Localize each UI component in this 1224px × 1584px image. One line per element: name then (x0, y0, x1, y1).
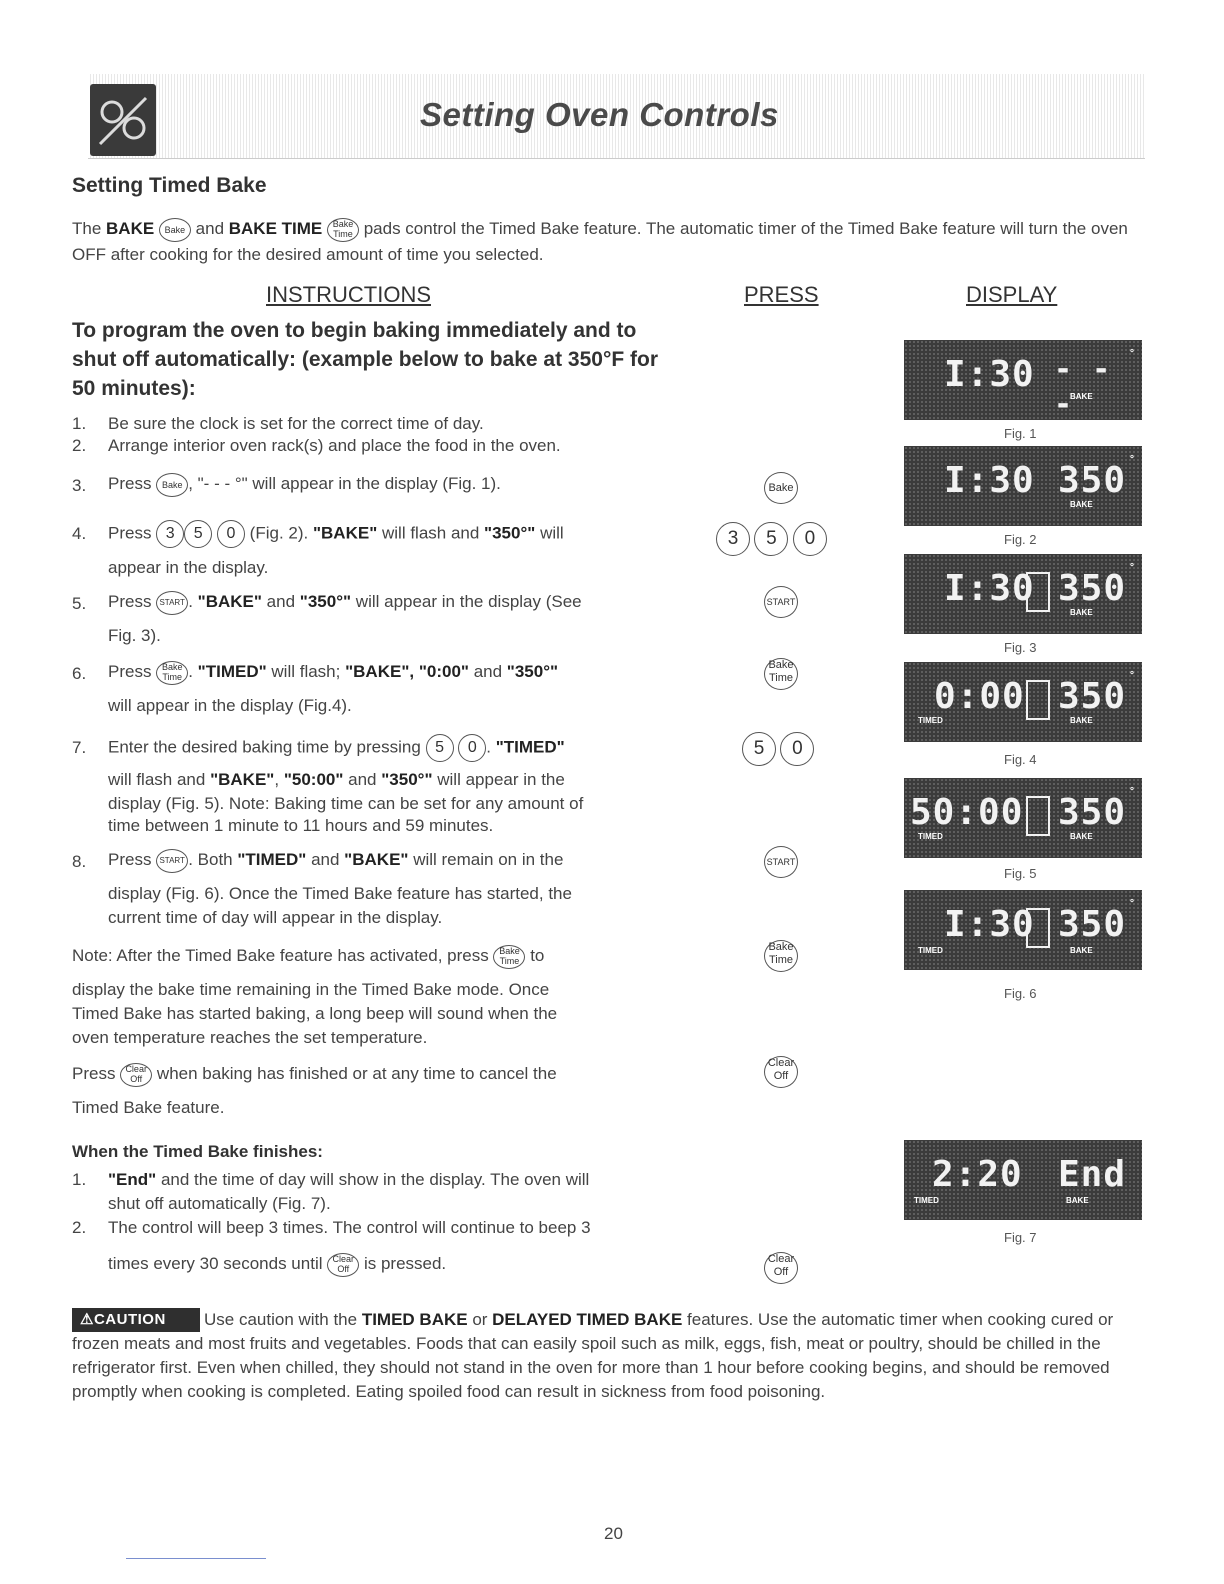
note-text: Note: After the Timed Bake feature has activated, press Bake Time to (72, 944, 544, 969)
start-pad-icon: START (156, 591, 188, 615)
start-pad-icon: START (764, 846, 798, 878)
step-4-text: Press 3 5 0 (Fig. 2). "BAKE" will flash and "350°" will (108, 520, 564, 548)
bake-time-pad-icon: Bake Time (493, 945, 525, 969)
start-pad-icon: START (764, 586, 798, 618)
cancel-text: Press Clear Off when baking has finished or at any time to cancel the (72, 1062, 557, 1087)
bake-indicator: BAKE (1070, 500, 1093, 509)
digit-5-pad-icon: 5 (754, 522, 788, 556)
note-text-cont: oven temperature reaches the set temperature. (72, 1028, 428, 1047)
bake-time-pad-icon: Bake Time (764, 658, 798, 690)
finish-item-1-text: "End" and the time of day will show in the display. The oven will (108, 1170, 590, 1189)
step-3-text: Press Bake , "- - - °" will appear in the display (Fig. 1). (108, 472, 501, 497)
bake-indicator: BAKE (1070, 392, 1093, 401)
caution-paragraph: Use caution with the TIMED BAKE or DELAYED TIMED BAKE features. Use the automatic timer when cooking cured or frozen meats and most fruits and vegetables. Foods that can easily spoil such as milk, eggs, fish, meat or poultry, should be chilled in the refrigerator first. Even when chilled, they should not stand in the oven for more than 1 hour before cooking begins, and should be removed promptly when cooking is completed. Eating spoiled food can result in sickness from food poisoning. (72, 1310, 1114, 1401)
display-temperature: 350 (1058, 676, 1127, 717)
finish-item-number: 2. (72, 1218, 87, 1237)
column-heading-press: PRESS (744, 282, 819, 307)
display-separator-box (1026, 572, 1050, 612)
digit-0-pad-icon: 0 (217, 520, 245, 548)
oven-display-fig-4 (904, 662, 1142, 742)
oven-display-fig-5 (904, 778, 1142, 858)
bake-time-pad-icon: Bake Time (327, 218, 359, 242)
finish-item-1-text-cont: shut off automatically (Fig. 7). (108, 1194, 331, 1213)
digit-0-pad-icon: 0 (780, 732, 814, 766)
digit-3-pad-icon: 3 (716, 522, 750, 556)
step-8-text-cont: current time of day will appear in the display. (108, 908, 443, 927)
step-number: 6. (72, 664, 87, 683)
display-temperature: 350 (1058, 568, 1127, 609)
finish-item-2-text-cont: times every 30 seconds until Clear Off is pressed. (108, 1252, 446, 1277)
display-time: 0:00 (934, 676, 1025, 717)
degree-symbol: ° (1130, 348, 1134, 359)
step-8-text-cont: display (Fig. 6). Once the Timed Bake feature has started, the (108, 884, 572, 903)
display-separator-box (1026, 680, 1050, 720)
note-text-cont: display the bake time remaining in the Timed Bake mode. Once (72, 980, 550, 999)
bake-pad-icon: Bake (159, 218, 191, 242)
finish-item-number: 1. (72, 1170, 87, 1189)
step-7-text-cont: time between 1 minute to 11 hours and 59 minutes. (108, 816, 494, 835)
degree-symbol: ° (1130, 454, 1134, 465)
page-title: Setting Oven Controls (420, 96, 779, 133)
display-time: 50:00 (910, 792, 1024, 833)
timed-indicator: TIMED (918, 946, 943, 955)
step-number: 7. (72, 738, 87, 757)
step-5-text-cont: Fig. 3). (108, 626, 161, 645)
step-7-text-cont: will flash and "BAKE", "50:00" and "350°" will appear in the (108, 770, 565, 789)
oven-display-fig-1 (904, 340, 1142, 420)
note-text-cont: Timed Bake has started baking, a long beep will sound when the (72, 1004, 558, 1023)
degree-symbol: ° (1130, 562, 1134, 573)
step-7-text: Enter the desired baking time by pressing 5 0 . "TIMED" (108, 734, 565, 762)
step-2-text: Arrange interior oven rack(s) and place the food in the oven. (108, 436, 561, 455)
finish-heading: When the Timed Bake finishes: (72, 1142, 323, 1161)
timed-indicator: TIMED (918, 832, 943, 841)
bake-indicator: BAKE (1070, 608, 1093, 617)
step-number: 4. (72, 524, 87, 543)
step-7-text-cont: display (Fig. 5). Note: Baking time can be set for any amount of (108, 794, 584, 813)
bake-time-pad-icon: Bake Time (156, 661, 188, 685)
bake-indicator: BAKE (1070, 832, 1093, 841)
display-time: 2:20 (932, 1154, 1023, 1195)
press-digits-350 (716, 522, 827, 556)
bake-indicator: BAKE (1070, 946, 1093, 955)
bake-pad-icon: Bake (764, 472, 798, 504)
bake-pad-icon: Bake (156, 473, 188, 497)
digit-3-pad-icon: 3 (156, 520, 184, 548)
figure-caption: Fig. 7 (1004, 1230, 1037, 1245)
step-number: 3. (72, 476, 87, 495)
display-separator-box (1026, 908, 1050, 948)
display-temperature: 350 (1058, 904, 1127, 945)
digit-0-pad-icon: 0 (458, 734, 486, 762)
display-time: I:30 (944, 460, 1035, 501)
oven-display-fig-3 (904, 554, 1142, 634)
digit-5-pad-icon: 5 (742, 732, 776, 766)
figure-caption: Fig. 5 (1004, 866, 1037, 881)
step-number: 5. (72, 594, 87, 613)
oven-display-fig-6 (904, 890, 1142, 970)
step-1-text: Be sure the clock is set for the correct time of day. (108, 414, 484, 433)
digit-0-pad-icon: 0 (793, 522, 827, 556)
clear-off-pad-icon: Clear Off (764, 1056, 798, 1088)
start-pad-icon: START (156, 849, 188, 873)
digit-5-pad-icon: 5 (426, 734, 454, 762)
figure-caption: Fig. 2 (1004, 532, 1037, 547)
step-6-text-cont: will appear in the display (Fig.4). (108, 696, 352, 715)
step-4-text-cont: appear in the display. (108, 558, 269, 577)
timed-indicator: TIMED (918, 716, 943, 725)
page-number: 20 (604, 1524, 623, 1543)
section-title: Setting Timed Bake (72, 174, 267, 197)
digit-5-pad-icon: 5 (184, 520, 212, 548)
step-number: 1. (72, 414, 87, 433)
caution-badge: ⚠CAUTION (72, 1308, 200, 1332)
degree-symbol: ° (1130, 898, 1134, 909)
display-time: I:30 (944, 904, 1035, 945)
cancel-text-cont: Timed Bake feature. (72, 1098, 225, 1117)
footer-rule (126, 1558, 266, 1559)
clear-off-pad-icon: Clear Off (120, 1063, 152, 1087)
step-number: 8. (72, 852, 87, 871)
column-heading-instructions: INSTRUCTIONS (266, 282, 431, 307)
display-temperature: 350 (1058, 792, 1127, 833)
finish-item-2-text: The control will beep 3 times. The control will continue to beep 3 (108, 1218, 591, 1237)
bake-indicator: BAKE (1070, 716, 1093, 725)
display-separator-box (1026, 796, 1050, 836)
display-time: I:30 (944, 354, 1035, 395)
step-5-text: Press START . "BAKE" and "350°" will appear in the display (See (108, 590, 582, 615)
column-heading-display: DISPLAY (966, 282, 1058, 307)
display-end-text: End (1058, 1154, 1127, 1195)
step-8-text: Press START . Both "TIMED" and "BAKE" will remain on in the (108, 848, 563, 873)
figure-caption: Fig. 4 (1004, 752, 1037, 767)
display-temperature: - - - (1054, 352, 1112, 420)
step-6-text: Press Bake Time . "TIMED" will flash; "BAKE", "0:00" and "350°" (108, 660, 558, 685)
degree-symbol: ° (1130, 786, 1134, 797)
oven-display-fig-2 (904, 446, 1142, 526)
program-heading: To program the oven to begin baking immediately and to shut off automatically: (example below to bake at 350°F for 50 minutes): (72, 319, 659, 400)
figure-caption: Fig. 1 (1004, 426, 1037, 441)
clear-off-pad-icon: Clear Off (764, 1252, 798, 1284)
oven-display-fig-7 (904, 1140, 1142, 1220)
degree-symbol: ° (1130, 670, 1134, 681)
intro-paragraph: The BAKE Bake and BAKE TIME Bake Time pads control the Timed Bake feature. The automatic timer of the Timed Bake feature will turn the oven OFF after cooking for the desired amount of time you selected. (72, 218, 1128, 264)
bake-time-pad-icon: Bake Time (764, 940, 798, 972)
press-digits-50 (742, 732, 814, 766)
display-temperature: 350 (1058, 460, 1127, 501)
clear-off-pad-icon: Clear Off (327, 1253, 359, 1277)
step-number: 2. (72, 436, 87, 455)
oven-controls-icon (90, 84, 156, 156)
figure-caption: Fig. 6 (1004, 986, 1037, 1001)
timed-indicator: TIMED (914, 1196, 939, 1205)
display-time: I:30 (944, 568, 1035, 609)
figure-caption: Fig. 3 (1004, 640, 1037, 655)
bake-indicator: BAKE (1066, 1196, 1089, 1205)
